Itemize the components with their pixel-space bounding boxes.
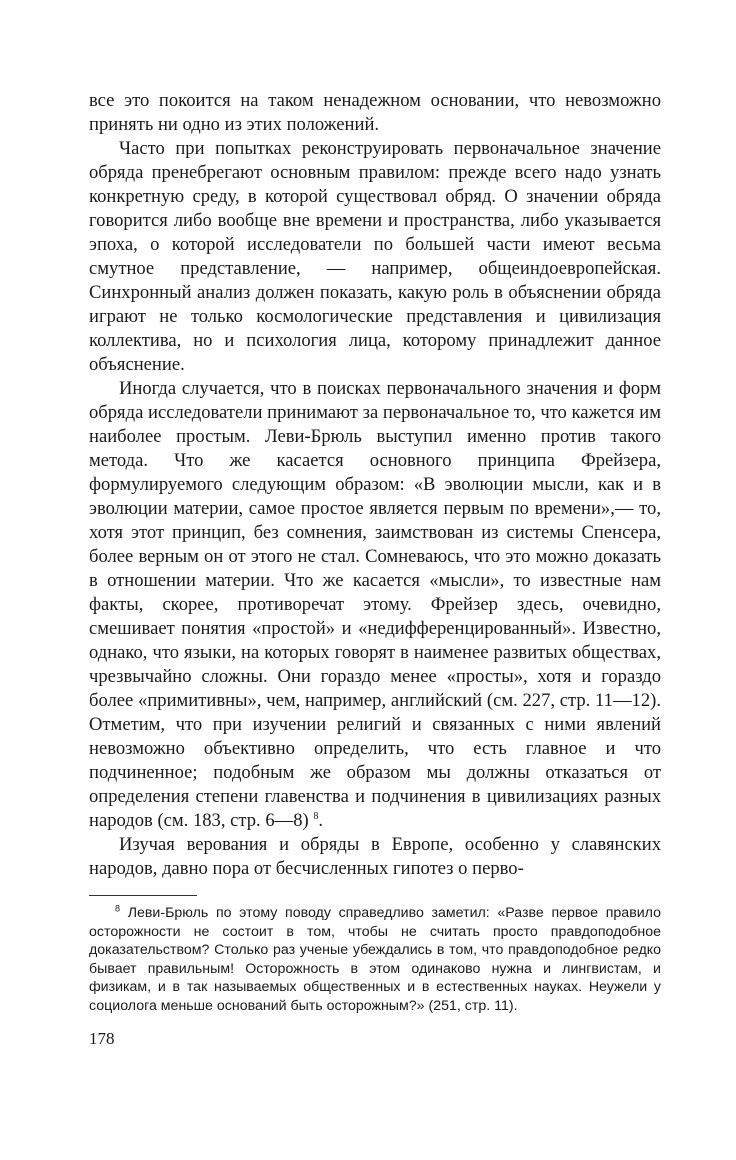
- paragraph-4: Изучая верования и обряды в Европе, особенно у славянских народов, давно пора от бесчисленных гипотез о перво-: [89, 834, 661, 879]
- footnote-text: Леви-Брюль по этому поводу справедливо заметил: «Разве первое правило осторожности не состоит в том, чтобы не считать просто правдоподобное доказательством? Столько раз ученые убеждались в том, что правдоподобное редко бывает правильным! Осторожность в этом одинаково нужна и лингвистам, и физикам, и в так называемых общественных и в естественных науках. Неужели у социолога меньше оснований быть осторожным?» (251, стр. 11).: [89, 905, 661, 1014]
- footnote-reference: 8: [313, 810, 319, 822]
- main-text: [89, 89, 661, 881]
- page-number: 178: [89, 1029, 115, 1048]
- book-page: [89, 89, 661, 1049]
- footnote: [89, 904, 661, 1015]
- paragraph-3: Иногда случается, что в поисках первоначального значения и форм обряда исследователи принимают за первоначальное то, что кажется им наиболее простым. Леви-Брюль выступил именно против такого метода. Что же касается основного принципа Фрейзера, формулируемого следующим образом: «В эволюции мысли, как и в эволюции материи, самое простое является первым по времени»,— то, хотя этот принцип, без сомнения, заимствован из системы Спенсера, более верным он от этого не стал. Сомневаюсь, что это можно доказать в отношении материи. Что же касается «мысли», то известные нам факты, скорее, противоречат этому. Фрейзер здесь, очевидно, смешивает понятия «простой» и «недифференцированный». Известно, однако, что языки, на которых говорят в наименее развитых обществах, чрезвычайно сложны. Они гораздо менее «просты», хотя и гораздо более «примитивны», чем, например, английский (см. 227, стр. 11—12). Отметим, что при изучении религий и связанных с ними явлений невозможно объективно определить, что есть главное и что подчиненное; подобным же образом мы должны отказаться от определения степени главенства и подчинения в цивилизациях разных народов (см. 183, стр. 6—8) $^8$.: [89, 378, 661, 831]
- footnote-divider: [89, 895, 197, 896]
- footnote-mark: 8: [115, 903, 121, 914]
- paragraph-1: все это покоится на таком ненадежном основании, что невозможно принять ни одно из этих положений.: [89, 90, 661, 135]
- paragraph-2: Часто при попытках реконструировать первоначальное значение обряда пренебрегают основным правилом: прежде всего надо узнать конкретную среду, в которой существовал обряд. О значении обряда говорится либо вообще вне времени и пространства, либо указывается эпоха, о которой исследователи по большей части имеют весьма смутное представление, — например, общеиндоевропейская. Синхронный анализ должен показать, какую роль в объяснении обряда играют не только космологические представления и цивилизация коллектива, но и психология лица, которому принадлежит данное объяснение.: [89, 138, 661, 375]
- paragraph-3-text: Иногда случается, что в поисках первоначального значения и форм обряда исследователи принимают за первоначальное то, что кажется им наиболее простым. Леви-Брюль выступил именно против такого метода. Что же касается основного принципа Фрейзера, формулируемого следующим образом: «В эволюции мысли, как и в эволюции материи, самое простое является первым по времени»,— то, хотя этот принцип, без сомнения, заимствован из системы Спенсера, более верным он от этого не стал. Сомневаюсь, что это можно доказать в отношении материи. Что же касается «мысли», то известные нам факты, скорее, противоречат этому. Фрейзер здесь, очевидно, смешивает понятия «простой» и «недифференцированный». Известно, однако, что языки, на которых говорят в наименее развитых обществах, чрезвычайно сложны. Они гораздо менее «просты», хотя и гораздо более «примитивны», чем, например, английский (см. 227, стр. 11—12). Отметим, что при изучении религий и связанных с ними явлений невозможно объективно определить, что есть главное и что подчиненное; подобным же образом мы должны отказаться от определения степени главенства и подчинения в цивилизациях разных народов (см. 183, стр. 6—8): [89, 378, 661, 831]
